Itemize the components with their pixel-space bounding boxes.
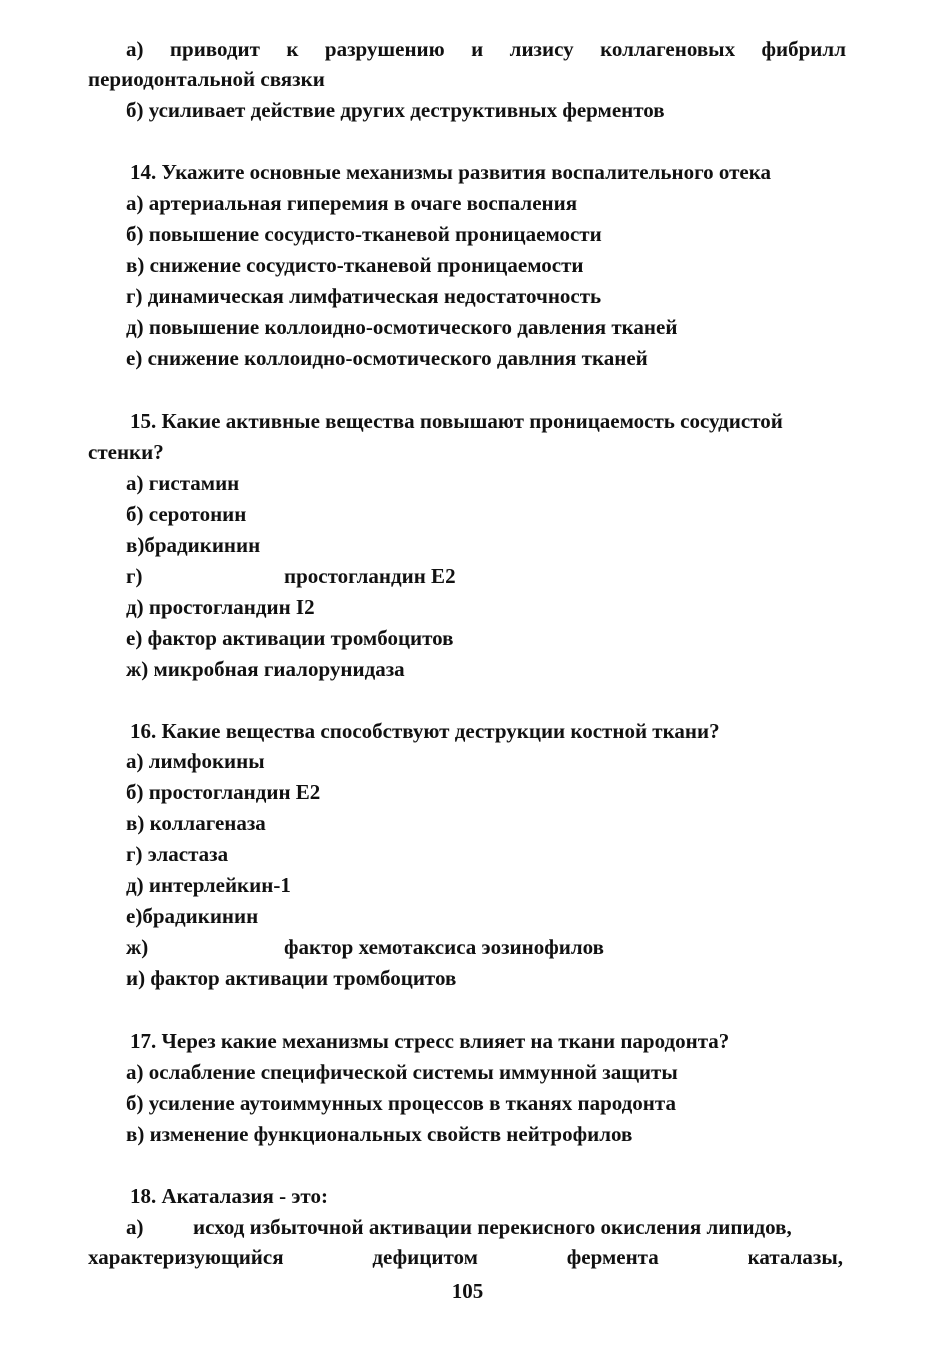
q14-option: г) динамическая лимфатическая недостаточность (126, 284, 602, 308)
q15-title: 15. Какие активные вещества повышают проницаемость сосудистой (130, 409, 783, 433)
q16-option: г) эластаза (126, 842, 229, 866)
q16-option-zh (0, 932, 935, 962)
word: а) (126, 37, 144, 61)
option-text: фактор хемотаксиса эозинофилов (284, 935, 604, 959)
q16-option: а) лимфокины (126, 749, 265, 773)
q13-option-b: б) усиливает действие других деструктивных ферментов (126, 98, 665, 122)
word: характеризующийся (88, 1245, 284, 1269)
q16-title: 16. Какие вещества способствуют деструкции костной ткани? (130, 719, 720, 743)
q15-option: д) простогландин I2 (126, 595, 315, 619)
option-letter: ж) (126, 935, 149, 959)
q15-option: ж) микробная гиалорунидаза (126, 657, 405, 681)
option-letter: г) (126, 564, 143, 588)
page-number: 105 (451, 1279, 484, 1303)
word: к (286, 37, 299, 61)
q17-option: б) усиление аутоиммунных процессов в тканях пародонта (126, 1091, 676, 1115)
q15-option: в)брадикинин (126, 533, 261, 557)
q16-option: в) коллагеназа (126, 811, 266, 835)
q14-option: в) снижение сосудисто-тканевой проницаемости (126, 253, 584, 277)
q17-option: а) ослабление специфической системы иммунной защиты (126, 1060, 678, 1084)
q15-option: б) серотонин (126, 502, 247, 526)
word: каталазы, (747, 1245, 843, 1269)
q15-option: е) фактор активации тромбоцитов (126, 626, 454, 650)
q16-option: б) простогландин Е2 (126, 780, 321, 804)
q15-option: а) гистамин (126, 471, 240, 495)
word: приводит (169, 37, 260, 61)
q16-option: е)брадикинин (126, 904, 259, 928)
q18-title: 18. Акаталазия - это: (130, 1184, 328, 1208)
q18-option-a (0, 1212, 935, 1242)
q16-option: и) фактор активации тромбоцитов (126, 966, 457, 990)
option-text: простогландин Е2 (284, 564, 456, 588)
word: лизису (509, 37, 574, 61)
q14-option: б) повышение сосудисто-тканевой проницаемости (126, 222, 602, 246)
q14-option: е) снижение коллоидно-осмотического давлния тканей (126, 346, 648, 370)
word: разрушению (324, 37, 445, 61)
q13-option-a (88, 34, 846, 64)
q15-option-g (0, 561, 935, 591)
option-text: исход избыточной активации перекисного окисления липидов, (193, 1215, 792, 1239)
q16-option: д) интерлейкин-1 (126, 873, 291, 897)
q14-title: 14. Укажите основные механизмы развития воспалительного отека (130, 160, 772, 184)
q18-option-a-cont (88, 1242, 843, 1272)
q17-title: 17. Через какие механизмы стресс влияет на ткани пародонта? (130, 1029, 730, 1053)
q14-option: а) артериальная гиперемия в очаге воспаления (126, 191, 578, 215)
q13-option-a-cont: периодонтальной связки (88, 67, 325, 91)
q14-option: д) повышение коллоидно-осмотического давления тканей (126, 315, 678, 339)
q15-title-cont: стенки? (88, 440, 164, 464)
q17-option: в) изменение функциональных свойств нейтрофилов (126, 1122, 633, 1146)
word: и (471, 37, 484, 61)
option-letter: а) (126, 1215, 144, 1239)
word: фибрилл (761, 37, 846, 61)
word: коллагеновых (600, 37, 736, 61)
word: дефицитом (372, 1245, 478, 1269)
word: фермента (566, 1245, 659, 1269)
